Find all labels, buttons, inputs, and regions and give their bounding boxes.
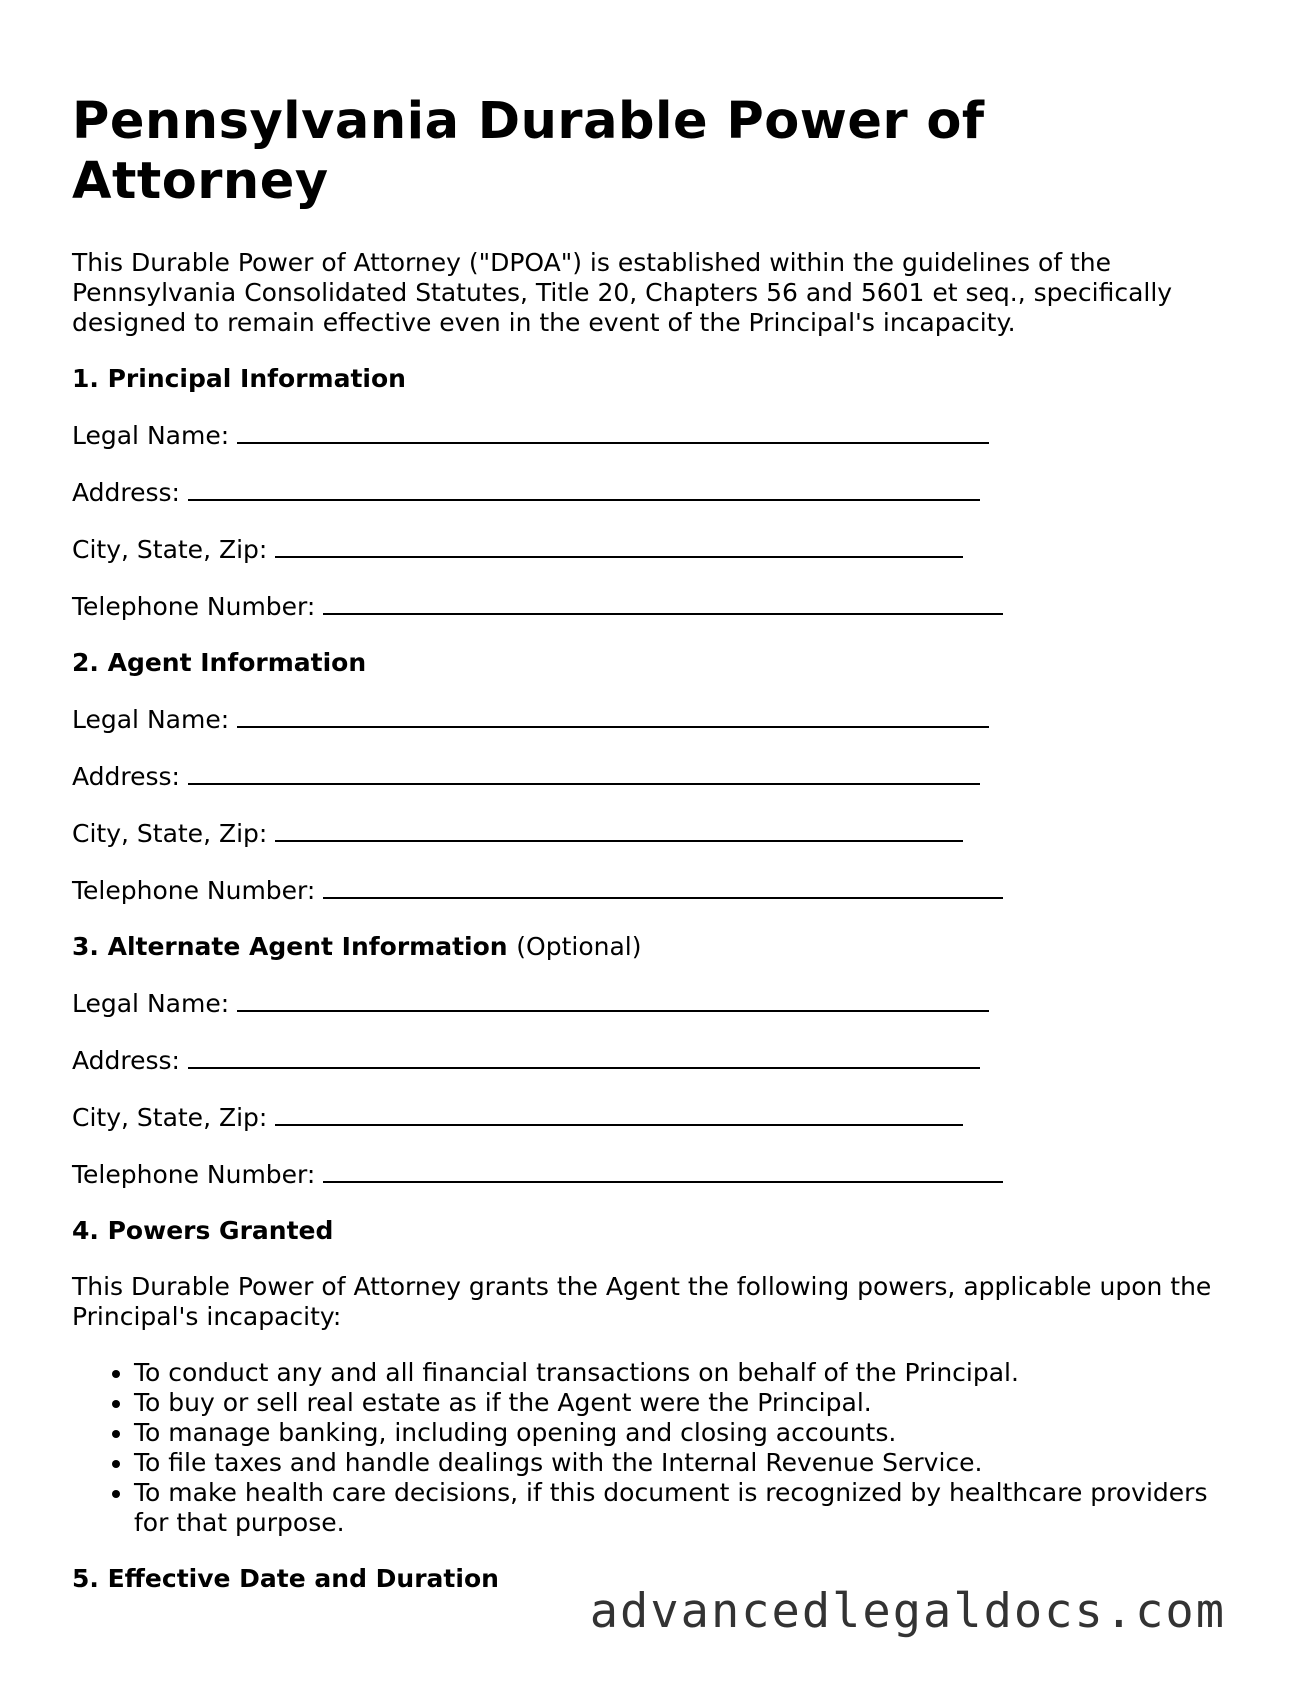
alternate-city-state-zip-blank[interactable] <box>275 1102 963 1126</box>
list-item: • To conduct any and all financial transactions on behalf of the Principal. <box>134 1358 1242 1388</box>
optional-note: (Optional) <box>516 932 642 961</box>
document-page <box>72 92 1242 1620</box>
principal-legal-name-label: Legal Name: <box>72 421 230 450</box>
intro-paragraph: This Durable Power of Attorney ("DPOA") is established within the guidelines of the Pennsylvania Consolidated Statutes, Title 20, Chapters 56 and 5601 et seq., specifically designed to remain effective even in the event of the Principal's incapacity. <box>72 248 1173 337</box>
powers-list <box>72 1358 1242 1538</box>
alternate-agent-title-text: 3. Alternate Agent Information <box>72 932 508 961</box>
principal-telephone-blank[interactable] <box>323 591 1003 615</box>
agent-city-state-zip-label: City, State, Zip: <box>72 819 268 848</box>
alternate-legal-name-blank[interactable] <box>237 988 989 1012</box>
principal-section-title: 1. Principal Information <box>72 364 406 393</box>
document-title: Pennsylvania Durable Power of Attorney <box>72 92 985 211</box>
list-item: • To buy or sell real estate as if the Agent were the Principal. <box>134 1388 1242 1418</box>
agent-address-field <box>72 761 1242 792</box>
principal-address-field <box>72 477 1242 508</box>
alternate-legal-name-field <box>72 988 1242 1019</box>
agent-legal-name-label: Legal Name: <box>72 705 230 734</box>
alternate-telephone-field <box>72 1159 1242 1190</box>
alternate-address-field <box>72 1045 1242 1076</box>
alternate-city-state-zip-field <box>72 1102 1242 1133</box>
list-item: • To file taxes and handle dealings with the Internal Revenue Service. <box>134 1448 1242 1478</box>
powers-section-title: 4. Powers Granted <box>72 1216 334 1245</box>
agent-address-blank[interactable] <box>188 761 980 785</box>
alternate-address-label: Address: <box>72 1046 180 1075</box>
powers-intro-paragraph: This Durable Power of Attorney grants the Agent the following powers, applicable upon the Principal's incapacity: <box>72 1272 1212 1331</box>
list-item: • To make health care decisions, if this document is recognized by healthcare providers for that purpose. <box>134 1478 1242 1538</box>
agent-city-state-zip-blank[interactable] <box>275 818 963 842</box>
agent-telephone-label: Telephone Number: <box>72 876 316 905</box>
agent-city-state-zip-field <box>72 818 1242 849</box>
principal-city-state-zip-label: City, State, Zip: <box>72 535 268 564</box>
agent-section-title: 2. Agent Information <box>72 648 367 677</box>
effective-date-section-title: 5. Effective Date and Duration <box>72 1564 499 1593</box>
principal-telephone-field <box>72 591 1242 622</box>
agent-address-label: Address: <box>72 762 180 791</box>
principal-address-label: Address: <box>72 478 180 507</box>
principal-legal-name-field <box>72 420 1242 451</box>
principal-address-blank[interactable] <box>188 477 980 501</box>
principal-telephone-label: Telephone Number: <box>72 592 316 621</box>
principal-city-state-zip-field <box>72 534 1242 565</box>
agent-legal-name-blank[interactable] <box>237 704 989 728</box>
principal-city-state-zip-blank[interactable] <box>275 534 963 558</box>
principal-legal-name-blank[interactable] <box>237 420 989 444</box>
alternate-telephone-blank[interactable] <box>323 1159 1003 1183</box>
agent-telephone-field <box>72 875 1242 906</box>
agent-legal-name-field <box>72 704 1242 735</box>
alternate-address-blank[interactable] <box>188 1045 980 1069</box>
alternate-city-state-zip-label: City, State, Zip: <box>72 1103 268 1132</box>
list-item: • To manage banking, including opening and closing accounts. <box>134 1418 1242 1448</box>
agent-telephone-blank[interactable] <box>323 875 1003 899</box>
alternate-telephone-label: Telephone Number: <box>72 1160 316 1189</box>
watermark: advancedlegaldocs.com <box>589 1584 1226 1639</box>
alternate-legal-name-label: Legal Name: <box>72 989 230 1018</box>
alternate-agent-section-title <box>72 932 1242 962</box>
